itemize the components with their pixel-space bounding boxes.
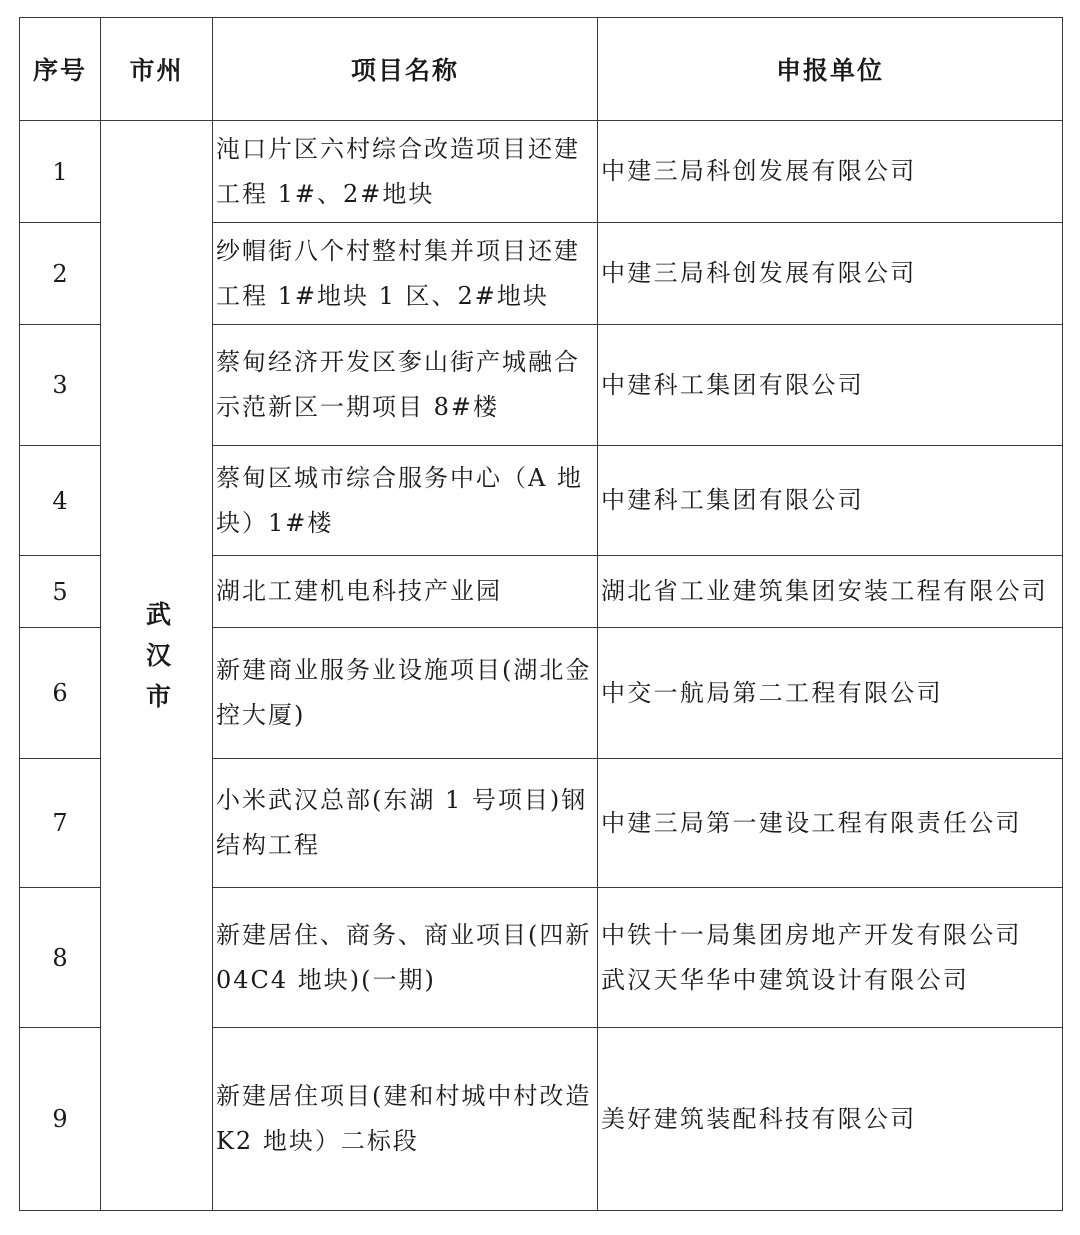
row-number: 4 <box>20 446 101 556</box>
header-index: 序号 <box>20 18 101 121</box>
row-number: 3 <box>20 325 101 446</box>
project-name: 新建居住项目(建和村城中村改造K2 地块）二标段 <box>213 1028 598 1211</box>
applicant-unit: 中建三局第一建设工程有限责任公司 <box>598 759 1063 888</box>
table-header-row <box>20 18 1063 121</box>
row-number: 2 <box>20 223 101 325</box>
project-name: 湖北工建机电科技产业园 <box>213 556 598 628</box>
applicant-unit: 美好建筑装配科技有限公司 <box>598 1028 1063 1211</box>
applicant-unit: 中建三局科创发展有限公司 <box>598 223 1063 325</box>
applicant-unit-cell <box>598 888 1063 1028</box>
applicant-unit: 中铁十一局集团房地产开发有限公司 <box>601 920 1022 949</box>
project-name: 纱帽街八个村整村集并项目还建工程 1#地块 1 区、2#地块 <box>213 223 598 325</box>
applicant-unit: 中建三局科创发展有限公司 <box>598 121 1063 223</box>
row-number: 9 <box>20 1028 101 1211</box>
project-table <box>19 17 1063 1211</box>
project-name: 蔡甸经济开发区奓山街产城融合示范新区一期项目 8#楼 <box>213 325 598 446</box>
project-name: 蔡甸区城市综合服务中心（A 地块）1#楼 <box>213 446 598 556</box>
project-name: 新建居住、商务、商业项目(四新04C4 地块)(一期) <box>213 888 598 1028</box>
table-row <box>20 121 1063 223</box>
city-cell <box>101 121 213 1211</box>
city-name: 武汉市 <box>142 601 172 724</box>
row-number: 7 <box>20 759 101 888</box>
applicant-unit: 湖北省工业建筑集团安装工程有限公司 <box>598 556 1063 628</box>
applicant-unit: 中建科工集团有限公司 <box>598 325 1063 446</box>
header-project: 项目名称 <box>213 18 598 121</box>
applicant-unit: 中交一航局第二工程有限公司 <box>598 628 1063 759</box>
project-table-container <box>19 17 1063 1211</box>
project-name: 沌口片区六村综合改造项目还建工程 1#、2#地块 <box>213 121 598 223</box>
row-number: 1 <box>20 121 101 223</box>
project-name: 小米武汉总部(东湖 1 号项目)钢结构工程 <box>213 759 598 888</box>
header-unit: 申报单位 <box>598 18 1063 121</box>
project-name: 新建商业服务业设施项目(湖北金控大厦) <box>213 628 598 759</box>
row-number: 8 <box>20 888 101 1028</box>
applicant-unit-secondary: 武汉天华华中建筑设计有限公司 <box>601 965 970 994</box>
row-number: 6 <box>20 628 101 759</box>
row-number: 5 <box>20 556 101 628</box>
applicant-unit: 中建科工集团有限公司 <box>598 446 1063 556</box>
header-city: 市州 <box>101 18 213 121</box>
